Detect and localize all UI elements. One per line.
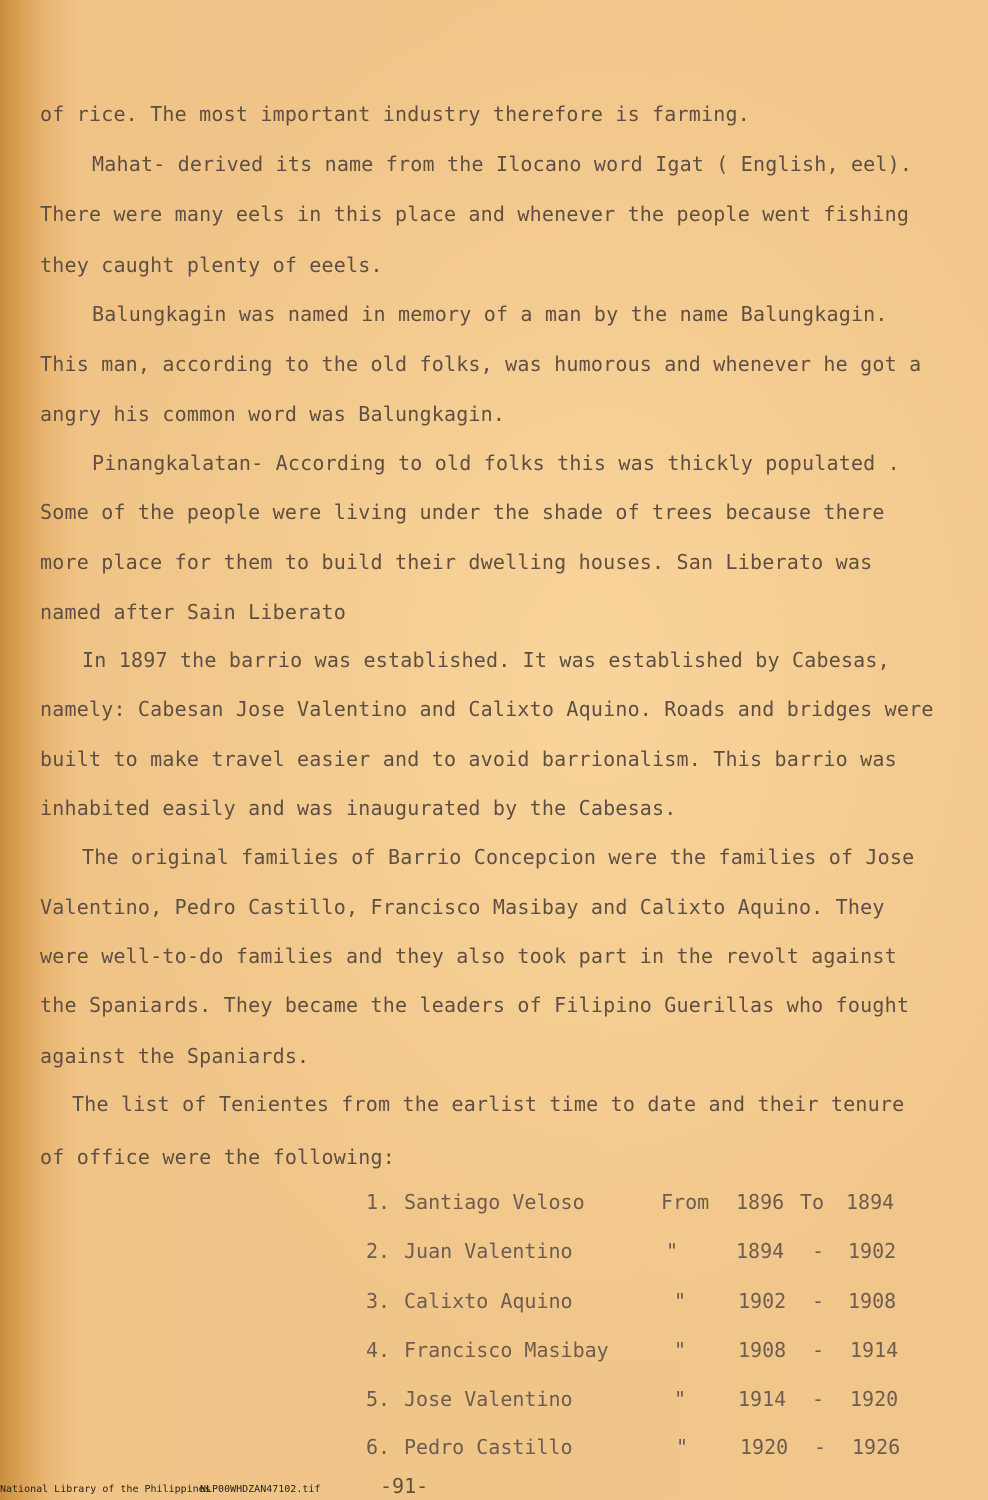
text-line: they caught plenty of eeels. [40, 253, 383, 277]
text-line: The original families of Barrio Concepcion were the families of Jose [82, 845, 915, 869]
teniente-number: 4. [366, 1338, 391, 1362]
ditto-mark: " [674, 1338, 687, 1362]
text-line: There were many eels in this place and whenever the people went fishing [40, 202, 910, 226]
text-line: named after Sain Liberato [40, 600, 347, 624]
text-line: of office were the following: [40, 1145, 395, 1169]
teniente-name: Francisco Masibay [404, 1338, 609, 1362]
end-year: 1914 [850, 1338, 899, 1362]
footer-library: National Library of the Philippines [0, 1484, 211, 1495]
end-year: 1908 [848, 1289, 897, 1313]
text-line: namely: Cabesan Jose Valentino and Calixto Aquino. Roads and bridges were [40, 697, 934, 721]
ditto-mark: " [666, 1239, 679, 1263]
text-line: Balungkagin was named in memory of a man by the name Balungkagin. [92, 302, 888, 326]
ditto-mark: " [674, 1289, 687, 1313]
text-line: against the Spaniards. [40, 1044, 310, 1068]
teniente-number: 5. [366, 1387, 391, 1411]
from-label: From [661, 1190, 710, 1214]
text-line: were well-to-do families and they also took part in the revolt against [40, 944, 897, 968]
end-year: 1920 [850, 1387, 899, 1411]
end-year: 1926 [852, 1435, 901, 1459]
teniente-name: Pedro Castillo [404, 1435, 573, 1459]
teniente-number: 1. [366, 1190, 391, 1214]
text-line: of rice. The most important industry therefore is farming. [40, 102, 750, 126]
start-year: 1920 [740, 1435, 789, 1459]
start-year: 1896 [736, 1190, 785, 1214]
text-line: Valentino, Pedro Castillo, Francisco Masibay and Calixto Aquino. They [40, 895, 885, 919]
text-line: Mahat- derived its name from the Ilocano word Igat ( English, eel). [92, 152, 913, 176]
teniente-number: 6. [366, 1435, 391, 1459]
separator: - [812, 1289, 825, 1313]
separator: - [814, 1435, 827, 1459]
separator: - [812, 1338, 825, 1362]
separator: To [800, 1190, 825, 1214]
text-line: This man, according to the old folks, was humorous and whenever he got a [40, 352, 922, 376]
separator: - [812, 1387, 825, 1411]
ditto-mark: " [676, 1435, 689, 1459]
start-year: 1902 [738, 1289, 787, 1313]
page-number: -91- [380, 1474, 429, 1498]
text-line: inhabited easily and was inaugurated by the Cabesas. [40, 796, 677, 820]
teniente-number: 2. [366, 1239, 391, 1263]
text-line: The list of Tenientes from the earlist time to date and their tenure [72, 1092, 905, 1116]
text-line: the Spaniards. They became the leaders of Filipino Guerillas who fought [40, 993, 910, 1017]
teniente-name: Jose Valentino [404, 1387, 573, 1411]
text-line: more place for them to build their dwelling houses. San Liberato was [40, 550, 873, 574]
teniente-name: Juan Valentino [404, 1239, 573, 1263]
text-line: In 1897 the barrio was established. It was established by Cabesas, [82, 648, 890, 672]
text-line: Some of the people were living under the shade of trees because there [40, 500, 885, 524]
teniente-name: Santiago Veloso [404, 1190, 585, 1214]
teniente-name: Calixto Aquino [404, 1289, 573, 1313]
text-line: angry his common word was Balungkagin. [40, 402, 506, 426]
end-year: 1902 [848, 1239, 897, 1263]
start-year: 1908 [738, 1338, 787, 1362]
start-year: 1914 [738, 1387, 787, 1411]
end-year: 1894 [846, 1190, 895, 1214]
teniente-number: 3. [366, 1289, 391, 1313]
start-year: 1894 [736, 1239, 785, 1263]
ditto-mark: " [674, 1387, 687, 1411]
footer-filename: NLP00WHDZAN47102.tif [200, 1484, 321, 1495]
separator: - [812, 1239, 825, 1263]
text-line: Pinangkalatan- According to old folks this was thickly populated . [92, 451, 900, 475]
text-line: built to make travel easier and to avoid barrionalism. This barrio was [40, 747, 897, 771]
